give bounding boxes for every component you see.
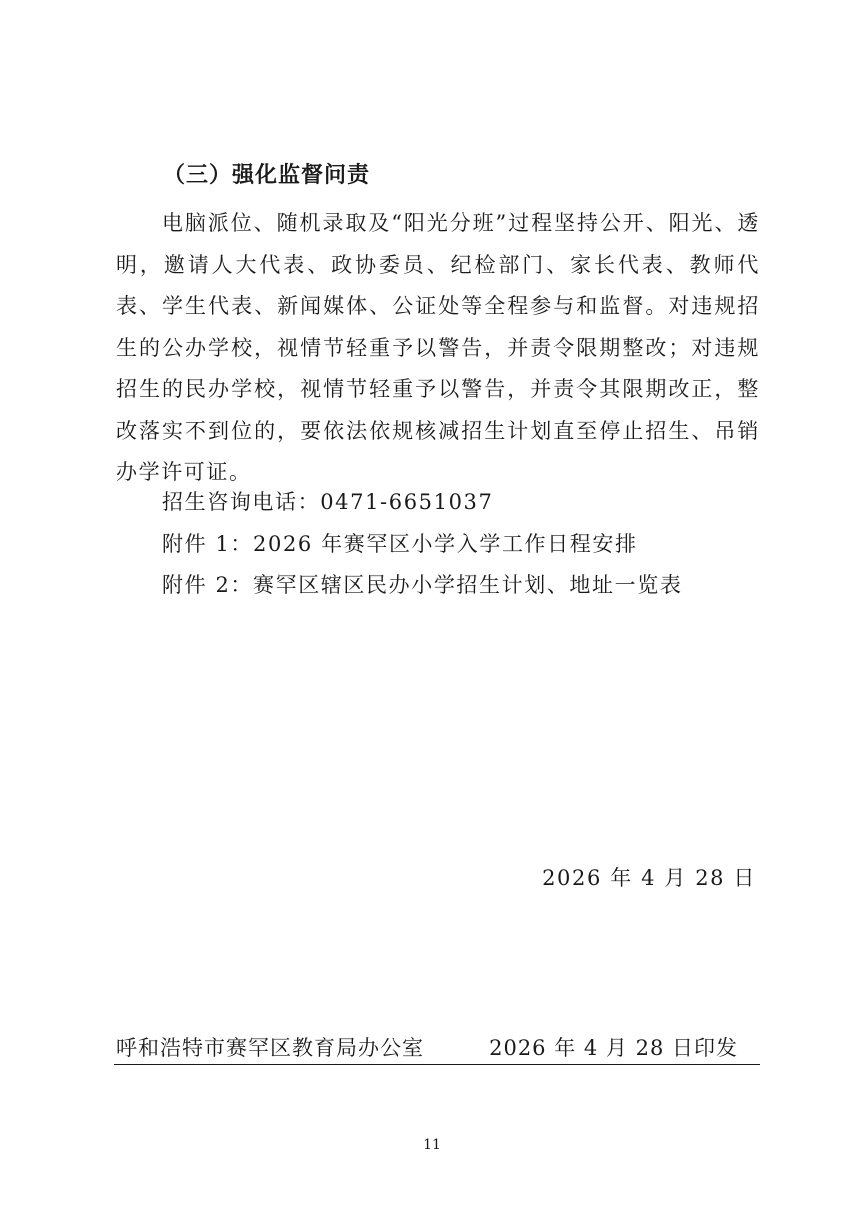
page-number: 11 — [423, 1137, 441, 1153]
issue-date: 2026 年 4 月 28 日印发 — [489, 1036, 738, 1060]
issuer-name: 呼和浩特市赛罕区教育局办公室 — [116, 1036, 424, 1060]
supervision-paragraph: 电脑派位、随机录取及“阳光分班”过程坚持公开、阳光、透明，邀请人大代表、政协委员、纪检部门、家长代表、教师代表、学生代表、新闻媒体、公证处等全程参与和监督。对违规招生的公办学校，视情节轻重予以警告，并责令限期整改；对违规招生的民办学校，视情节轻重予以警告，并责令其限期改正，整改落实不到位的，要依法依规核减招生计划直至停止招生、吊销办学许可证。 — [116, 211, 760, 484]
attachment-1-line: 附件 1：2026 年赛罕区小学入学工作日程安排 — [162, 532, 638, 556]
section-heading: （三）强化监督问责 — [163, 163, 371, 188]
attachment-2-line: 附件 2：赛罕区辖区民办小学招生计划、地址一览表 — [162, 573, 683, 597]
footer-rule-divider — [114, 1064, 760, 1065]
issuance-footer — [116, 1032, 760, 1064]
contact-phone-line: 招生咨询电话：0471-6651037 — [162, 490, 494, 514]
signature-date: 2026 年 4 月 28 日 — [542, 866, 756, 890]
